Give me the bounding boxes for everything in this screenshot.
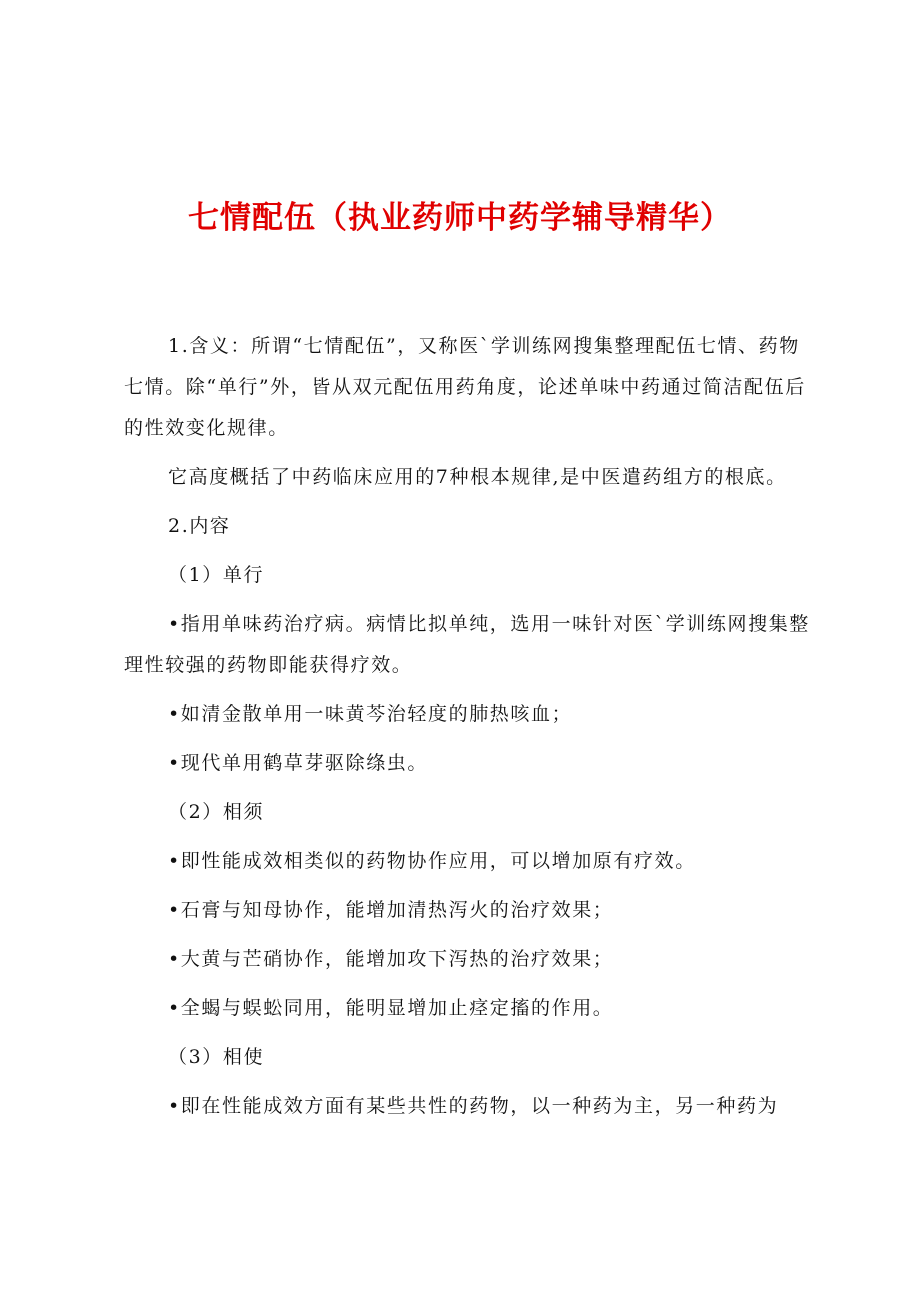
bullet-item: •现代单用鹤草芽驱除绦虫。 bbox=[168, 752, 429, 774]
bullet-item: •即性能成效相类似的药物协作应用，可以增加原有疗效。 bbox=[168, 850, 696, 872]
document-body bbox=[124, 326, 814, 1127]
bullet-item: •即在性能成效方面有某些共性的药物，以一种药为主，另一种药为 bbox=[168, 1095, 779, 1117]
paragraph-definition: 1.含义：所谓“七情配伍”，又称医`学训练网搜集整理配伍七情、药物七情。除“单行”外，皆从双元配伍用药角度，论述单味中药通过简洁配伍后的性效变化规律。 bbox=[124, 335, 806, 439]
document-title: 七情配伍（执业药师中药学辅导精华） bbox=[188, 200, 732, 236]
bullet-item: •石膏与知母协作，能增加清热泻火的治疗效果； bbox=[168, 899, 614, 921]
subsection-heading-xiangshi: （3）相使 bbox=[168, 1046, 265, 1068]
section-heading-content: 2.内容 bbox=[168, 515, 231, 537]
subsection-heading-xiangxu: （2）相须 bbox=[168, 801, 265, 823]
paragraph-summary: 它高度概括了中药临床应用的7种根本规律,是中医遣药组方的根底。 bbox=[168, 466, 787, 488]
subsection-heading-danxing: （1）单行 bbox=[168, 564, 265, 586]
bullet-item: •大黄与芒硝协作，能增加攻下泻热的治疗效果； bbox=[168, 948, 614, 970]
bullet-item: •如清金散单用一味黄芩治轻度的肺热咳血； bbox=[168, 703, 573, 725]
bullet-item: •全蝎与蜈蚣同用，能明显增加止痉定搐的作用。 bbox=[168, 997, 614, 1019]
bullet-item: •指用单味药治疗病。病情比拟单纯，选用一味针对医`学训练网搜集整理性较强的药物即能获得疗效。 bbox=[124, 613, 810, 676]
